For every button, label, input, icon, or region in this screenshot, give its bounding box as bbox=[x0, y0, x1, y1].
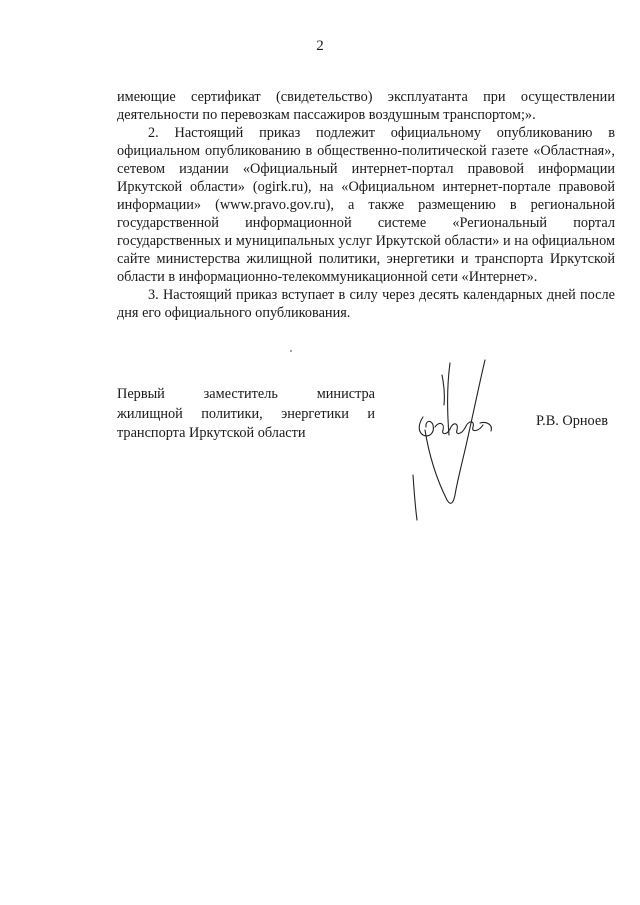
signer-position-line: жилищной политики, энергетики и bbox=[117, 405, 375, 422]
signer-name: Р.В. Орноев bbox=[536, 413, 608, 429]
handwritten-signature bbox=[395, 355, 505, 525]
page-number: 2 bbox=[316, 38, 324, 54]
paragraph-entry-into-force: 3. Настоящий приказ вступает в силу через десять календарных дней после дня его официального опубликования. bbox=[117, 287, 615, 321]
signer-position-line: Первый заместитель министра bbox=[117, 386, 375, 402]
signer-position-line: транспорта Иркутской области bbox=[117, 425, 306, 441]
paragraph-continuation: имеющие сертификат (свидетельство) эксплуатанта при осуществлении деятельности по перевозкам пассажиров воздушным транспортом;». bbox=[117, 89, 615, 123]
paragraph-publication: 2. Настоящий приказ подлежит официальному опубликованию в официальном опубликованию в общественно-политической газете «Областная», сетевом издании «Официальный интернет-портал правовой информации Иркутской области» (ogirk.ru), на «Официальном интернет-портале правовой информации» (www.pravo.gov.ru), а также размещению в региональной государственной информационной системе «Региональный портал государственных и муниципальных услуг Иркутской области» и на официальном сайте министерства жилищной политики, энергетики и транспорта Иркутской области в информационно-телекоммуникационной сети «Интернет». bbox=[117, 125, 615, 285]
document-body bbox=[117, 88, 615, 322]
scan-speck bbox=[290, 350, 292, 352]
signer-position bbox=[117, 385, 375, 444]
